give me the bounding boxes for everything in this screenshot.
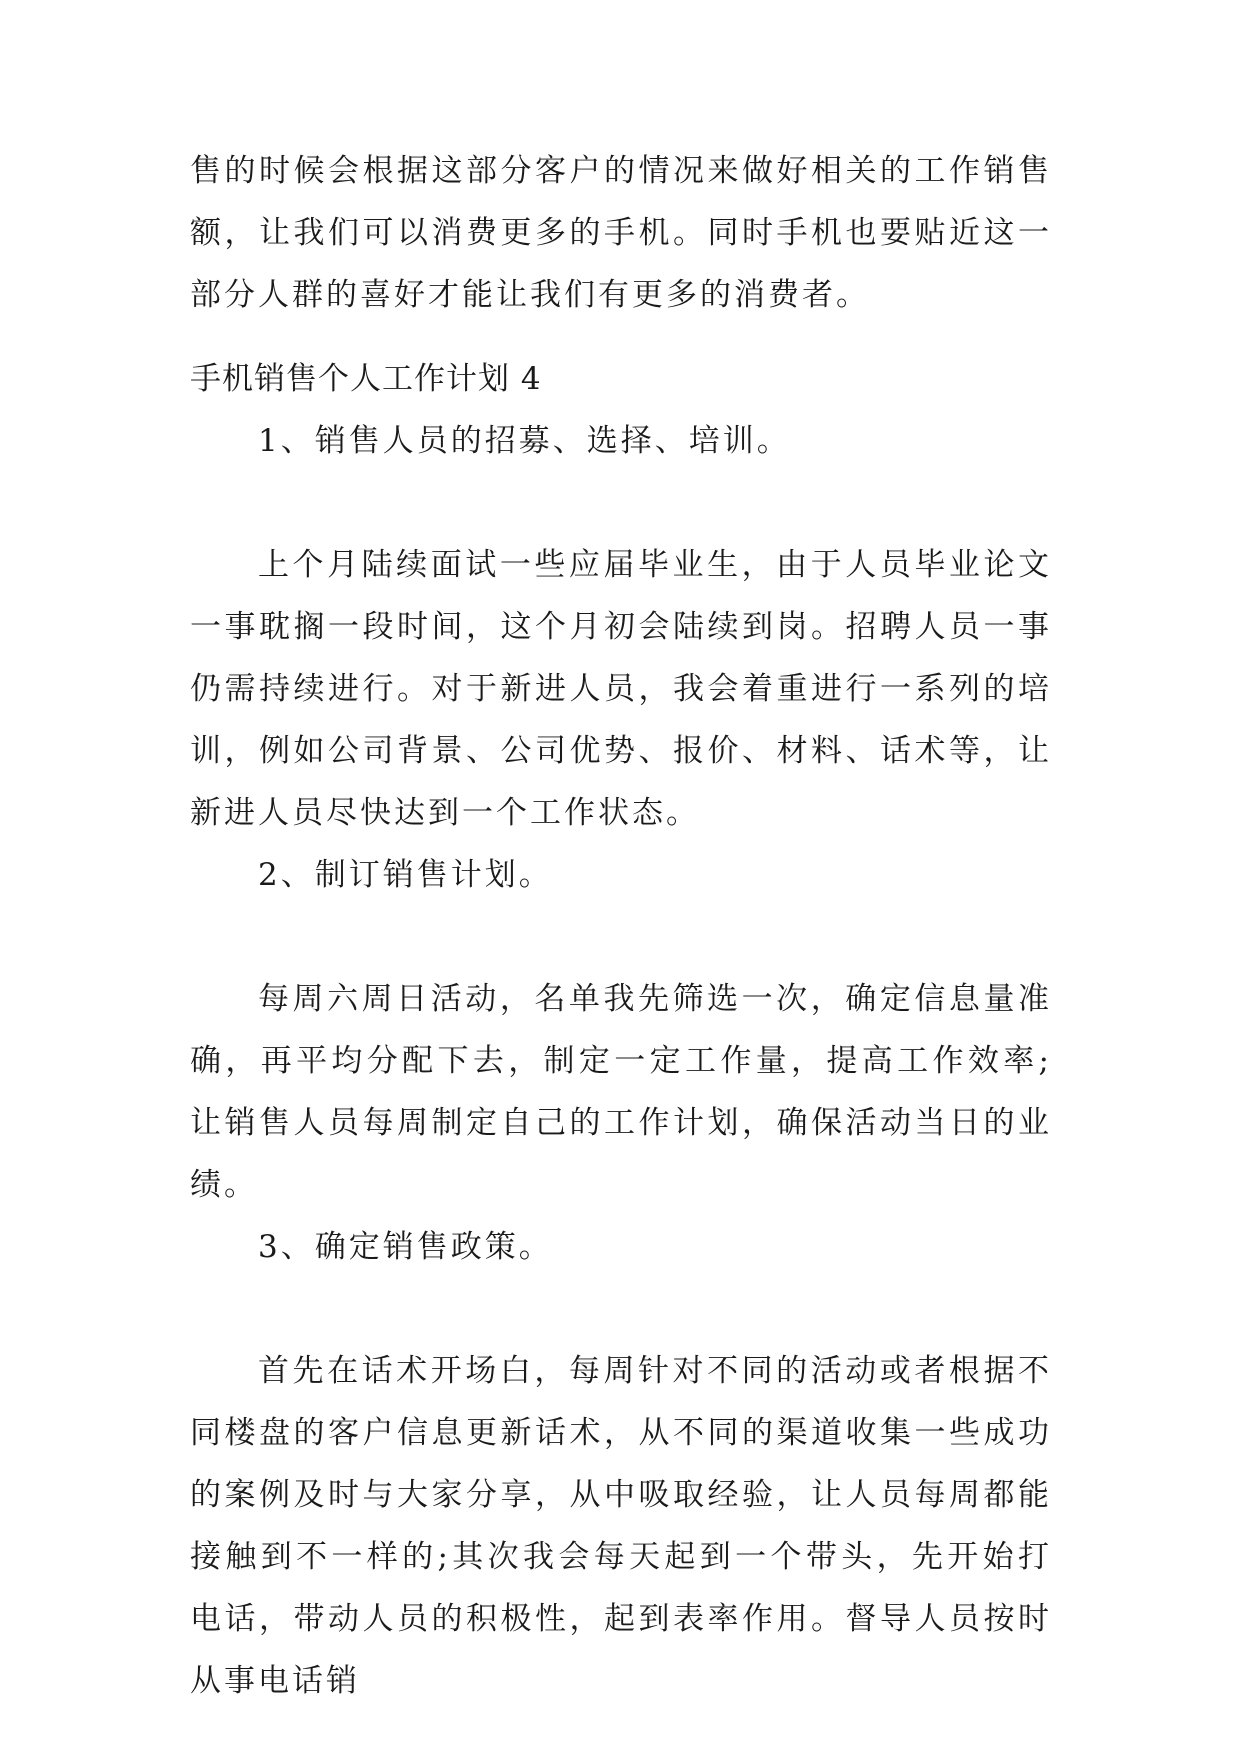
subsection-title-1: 1、销售人员的招募、选择、培训。	[258, 423, 791, 459]
section-heading: 手机销售个人工作计划 4	[190, 361, 542, 397]
intro-paragraph: 售的时候会根据这部分客户的情况来做好相关的工作销售额，让我们可以消费更多的手机。同时手机也要贴近这一部分人群的喜好才能让我们有更多的消费者。	[190, 153, 1052, 313]
subsection-title-3: 3、确定销售政策。	[258, 1229, 553, 1265]
subsection-title-2: 2、制订销售计划。	[258, 857, 553, 893]
subsection-body-3: 首先在话术开场白，每周针对不同的活动或者根据不同楼盘的客户信息更新话术，从不同的渠道收集一些成功的案例及时与大家分享，从中吸取经验，让人员每周都能接触到不一样的;其次我会每天起到一个带头，先开始打电话，带动人员的积极性，起到表率作用。督导人员按时从事电话销	[190, 1353, 1052, 1699]
intro-block	[190, 140, 1052, 326]
subsection-body-1: 上个月陆续面试一些应届毕业生，由于人员毕业论文一事耽搁一段时间，这个月初会陆续到岗。招聘人员一事仍需持续进行。对于新进人员，我会着重进行一系列的培训，例如公司背景、公司优势、报价、材料、话术等，让新进人员尽快达到一个工作状态。	[190, 547, 1052, 831]
section-block	[190, 348, 1052, 1712]
subsection-body-2: 每周六周日活动，名单我先筛选一次，确定信息量准确，再平均分配下去，制定一定工作量，提高工作效率;让销售人员每周制定自己的工作计划，确保活动当日的业绩。	[190, 981, 1052, 1203]
